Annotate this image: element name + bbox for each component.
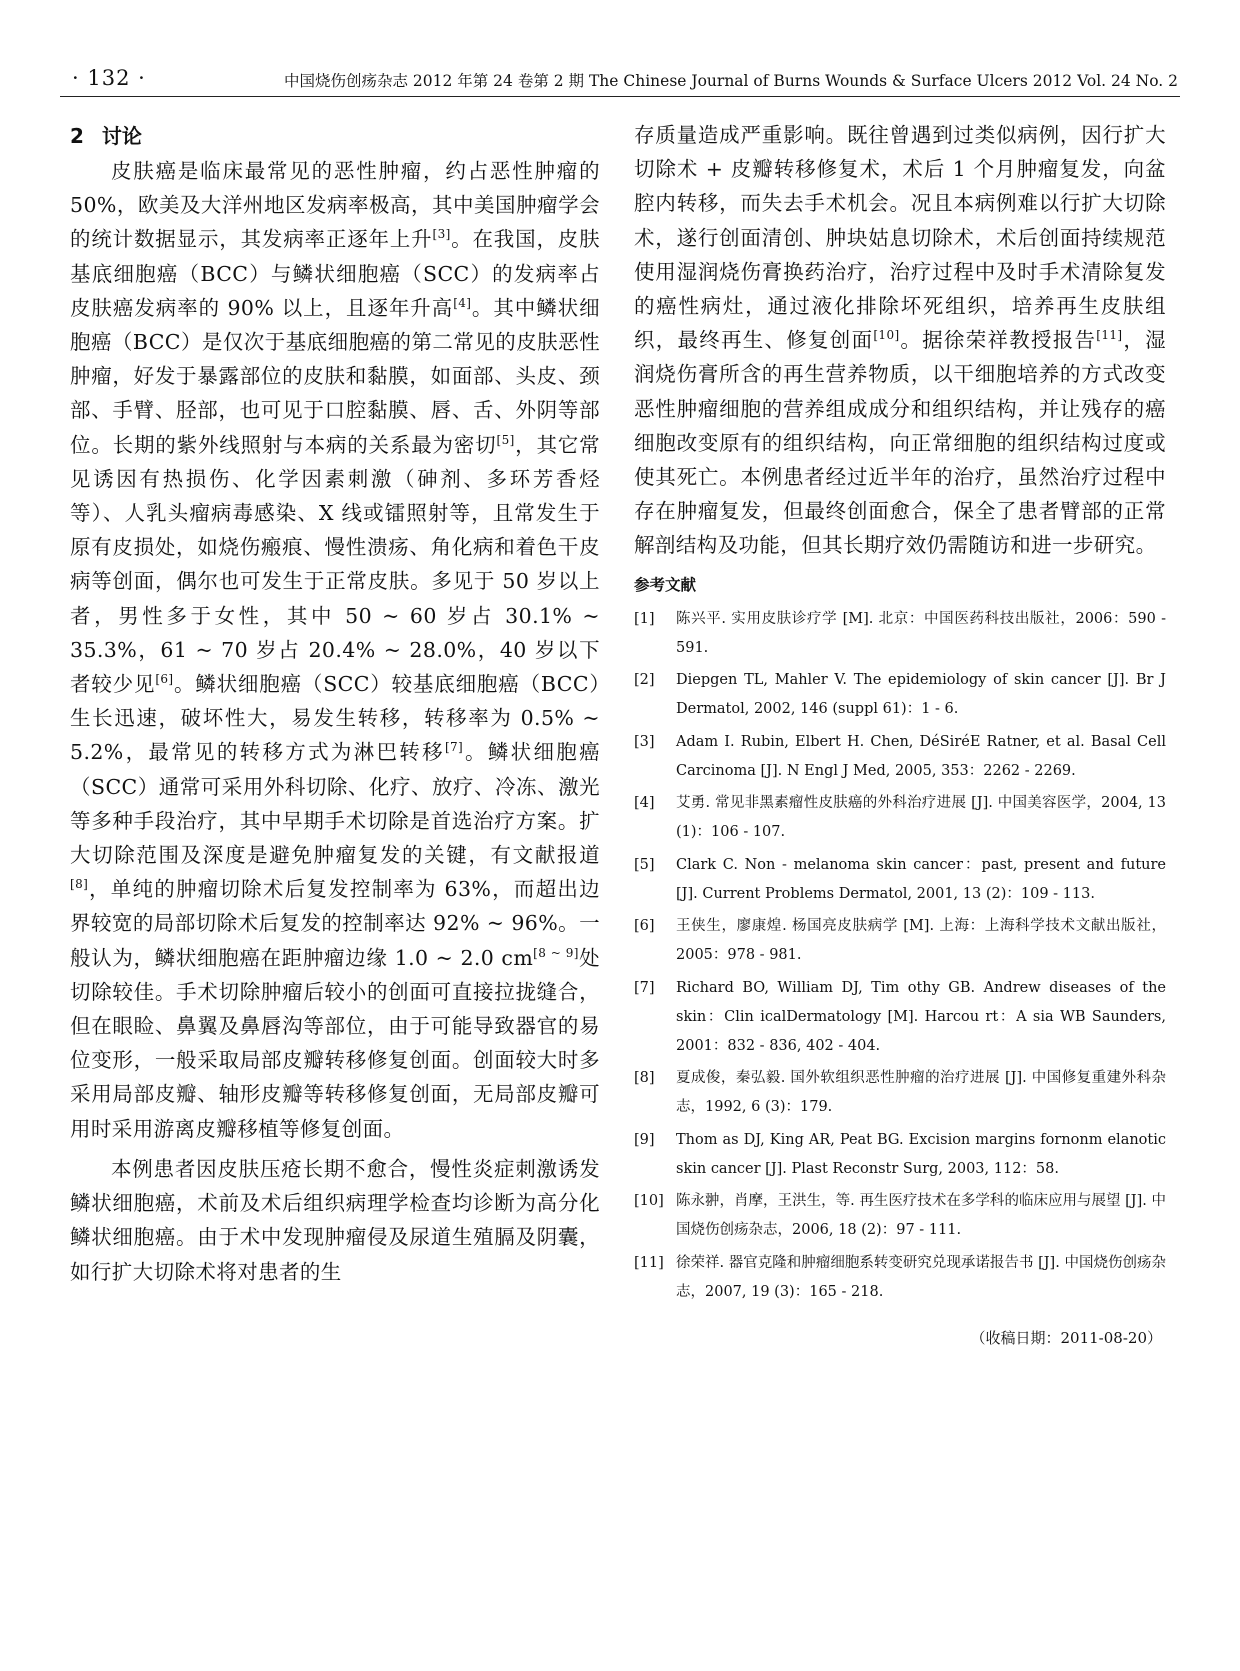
citation-marker: [11] [1096, 328, 1123, 343]
reference-label: [10] [634, 1193, 664, 1210]
reference-item [634, 605, 1166, 663]
text-run: 皮肤癌是临床最常见的恶性肿瘤，约占恶性肿瘤的 50%，欧美及大洋州地区发病率极高，其中美国肿瘤学会的统计数据显示，其发病率正逐年上升 [70, 159, 600, 252]
reference-label: [8] [634, 1070, 655, 1087]
reference-list [634, 605, 1166, 1307]
body-paragraph [70, 154, 600, 1146]
citation-marker: [10] [873, 328, 900, 343]
reference-label: [3] [634, 733, 655, 750]
reference-text: 陈兴平. 实用皮肤诊疗学 [M]. 北京：中国医药科技出版社，2006：590 - 591. [676, 610, 1166, 656]
text-run: 处切除较佳。手术切除肿瘤后较小的创面可直接拉拢缝合，但在眼睑、鼻翼及鼻唇沟等部位，由于可能导致器官的易位变形，一般采取局部皮瓣转移修复创面。创面较大时多采用局部皮瓣、轴形皮瓣等转移修复创面，无局部皮瓣可用时采用游离皮瓣移植等修复创面。 [70, 945, 600, 1141]
reference-text: 陈永翀，肖摩，王洪生，等. 再生医疗技术在多学科的临床应用与展望 [J]. 中国烧伤创疡杂志，2006, 18 (2)：97 - 111. [676, 1193, 1166, 1239]
citation-marker: [8 ~ 9] [533, 945, 579, 960]
reference-text: Clark C. Non - melanoma skin cancer：past, present and future [J]. Current Problems Dermatol, 2001, 13 (2)：109 - 113. [676, 856, 1166, 902]
text-run: 存质量造成严重影响。既往曾遇到过类似病例，因行扩大切除术 + 皮瓣转移修复术，术后 1 个月肿瘤复发，向盆腔内转移，而失去手术机会。况且本病例难以行扩大切除术，遂行创面清创、肿块姑息切除术，术后创面持续规范使用湿润烧伤膏换药治疗，治疗过程中及时手术清除复发的癌性病灶，通过液化排除坏死组织，培养再生皮肤组织，最终再生、修复创面 [634, 123, 1166, 353]
left-column [70, 118, 600, 1289]
reference-item [634, 1126, 1166, 1184]
text-run: ，其它常见诱因有热损伤、化学因素刺激（砷剂、多环芳香烃等）、人乳头瘤病毒感染、X 线或镭照射等，且常发生于原有皮损处，如烧伤瘢痕、慢性溃疡、角化病和着色干皮病等创面，偶尔也可发生于正常皮肤。多见于 50 岁以上者，男性多于女性，其中 50 ~ 60 岁占 30.1% ~ 35.3%，61 ~ 70 岁占 20.4% ~ 28.0%，40 岁以下者较少见 [70, 432, 601, 697]
reference-text: 夏成俊，秦弘毅. 国外软组织恶性肿瘤的治疗进展 [J]. 中国修复重建外科杂志，1992, 6 (3)：179. [676, 1070, 1166, 1116]
reference-item [634, 666, 1166, 724]
reference-label: [6] [634, 918, 655, 935]
reference-item [634, 1187, 1166, 1245]
reference-text: 徐荣祥. 器官克隆和肿瘤细胞系转变研究兑现承诺报告书 [J]. 中国烧伤创疡杂志，2007, 19 (3)：165 - 218. [676, 1254, 1166, 1300]
citation-marker: [5] [496, 432, 515, 447]
received-date: （收稿日期：2011-08-20） [970, 1328, 1162, 1347]
section-number: 2 [70, 124, 84, 148]
citation-marker: [7] [444, 740, 464, 755]
text-run: 。鳞状细胞癌（SCC）较基底细胞癌（BCC）生长迅速，破坏性大，易发生转移，转移率为 0.5% ~ 5.2%，最常见的转移方式为淋巴转移 [70, 672, 600, 765]
reference-label: [7] [634, 979, 655, 996]
reference-label: [11] [634, 1254, 664, 1271]
reference-label: [9] [634, 1131, 655, 1148]
body-paragraph-continued [634, 118, 1166, 563]
references-heading: 参考文献 [634, 575, 697, 594]
running-head: 中国烧伤创疡杂志 2012 年第 24 卷第 2 期 The Chinese Journal of Burns Wounds & Surface Ulcers 2012 Vol. 24 No. 2 [283, 72, 1178, 90]
reference-item [634, 912, 1166, 970]
text-run: 。据徐荣祥教授报告 [899, 328, 1097, 353]
right-column [634, 118, 1166, 1348]
reference-text: Adam I. Rubin, Elbert H. Chen, DéSiréE Ratner, et al. Basal Cell Carcinoma [J]. N Engl J Med, 2005, 353：2262 - 2269. [676, 733, 1166, 779]
page-number: · 132 · [72, 66, 146, 90]
body-paragraph [70, 1152, 600, 1289]
text-run: 。鳞状细胞癌（SCC）通常可采用外科切除、化疗、放疗、冷冻、激光等多种手段治疗，其中早期手术切除是首选治疗方案。扩大切除范围及深度是避免肿瘤复发的关键，有文献报道 [70, 740, 601, 868]
citation-marker: [6] [155, 672, 174, 687]
reference-text: Thom as DJ, King AR, Peat BG. Excision margins fornonm elanotic skin cancer [J]. Plast Reconstr Surg, 2003, 112：58. [676, 1131, 1166, 1177]
reference-text: 王侠生，廖康煌. 杨国亮皮肤病学 [M]. 上海：上海科学技术文献出版社，2005：978 - 981. [676, 918, 1166, 964]
citation-marker: [4] [453, 295, 472, 310]
text-run: ，湿润烧伤膏所含的再生营养物质，以干细胞培养的方式改变恶性肿瘤细胞的营养组成成分和组织结构，并让残存的癌细胞改变原有的组织结构，向正常细胞的组织结构过度或使其死亡。本例患者经过近半年的治疗，虽然治疗过程中存在肿瘤复发，但最终创面愈合，保全了患者臂部的正常解剖结构及功能，但其长期疗效仍需随访和进一步研究。 [634, 328, 1166, 558]
reference-item [634, 851, 1166, 909]
reference-text: Richard BO, William DJ, Tim othy GB. Andrew diseases of the skin：Clin icalDermatology [M]. Harcou rt：A sia WB Saunders, 2001：832 - 836, 402 - 404. [676, 979, 1166, 1054]
section-title: 讨论 [101, 124, 142, 148]
reference-label: [4] [634, 795, 655, 812]
reference-label: [1] [634, 610, 655, 627]
reference-item [634, 789, 1166, 847]
reference-label: [2] [634, 672, 655, 689]
section-heading [70, 118, 600, 154]
text-run: ，单纯的肿瘤切除术后复发控制率为 63%，而超出边界较宽的局部切除术后复发的控制率达 92% ~ 96%。一般认为，鳞状细胞癌在距肿瘤边缘 1.0 ~ 2.0 cm [70, 877, 600, 970]
text-run: 。其中鳞状细胞癌（BCC）是仅次于基底细胞癌的第二常见的皮肤恶性肿瘤，好发于暴露部位的皮肤和黏膜，如面部、头皮、颈部、手臂、胫部，也可见于口腔黏膜、唇、舌、外阴等部位。长期的紫外线照射与本病的关系最为密切 [70, 295, 600, 457]
reference-item [634, 974, 1166, 1061]
reference-item [634, 1064, 1166, 1122]
text-run: 本例患者因皮肤压疮长期不愈合，慢性炎症刺激诱发鳞状细胞癌，术前及术后组织病理学检查均诊断为高分化鳞状细胞癌。由于术中发现肿瘤侵及尿道生殖膈及阴囊，如行扩大切除术将对患者的生 [70, 1156, 600, 1284]
text-run: 。在我国，皮肤基底细胞癌（BCC）与鳞状细胞癌（SCC）的发病率占皮肤癌发病率的 90% 以上，且逐年升高 [70, 227, 600, 320]
reference-text: 艾勇. 常见非黑素瘤性皮肤癌的外科治疗进展 [J]. 中国美容医学，2004, 13 (1)：106 - 107. [676, 795, 1166, 841]
citation-marker: [8] [70, 877, 89, 892]
reference-item [634, 1249, 1166, 1307]
reference-item [634, 728, 1166, 786]
reference-label: [5] [634, 856, 655, 873]
reference-text: Diepgen TL, Mahler V. The epidemiology of skin cancer [J]. Br J Dermatol, 2002, 146 (suppl 61)：1 - 6. [676, 672, 1166, 718]
citation-marker: [3] [432, 227, 451, 242]
page-header [60, 62, 1180, 97]
